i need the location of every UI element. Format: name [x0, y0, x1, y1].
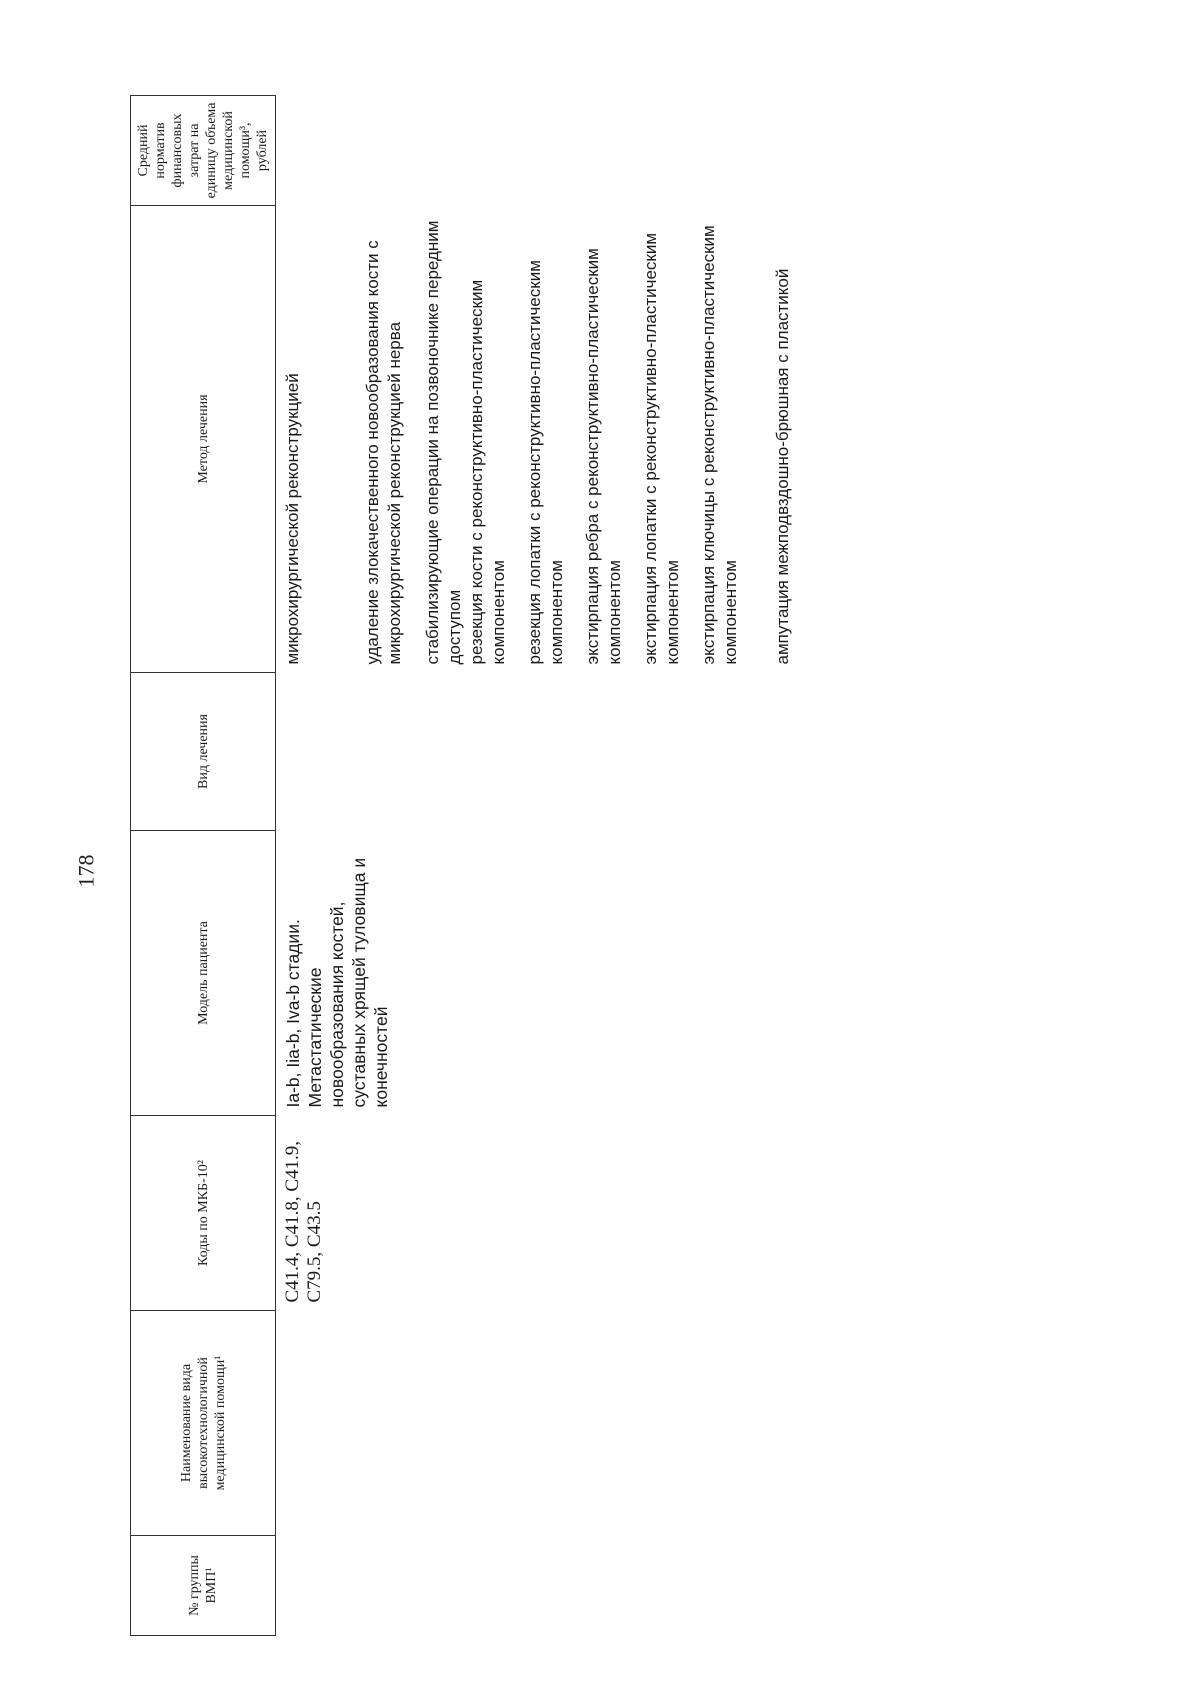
cell-name — [276, 1311, 1200, 1536]
method-item: резекция лопатки с реконструктивно-пластическим компонентом — [525, 260, 566, 665]
header-treatment-method: Метод лечения — [131, 206, 276, 673]
vmp-table — [130, 95, 1200, 1636]
cell-avg-cost — [276, 96, 1200, 206]
method-item: экстирпация ребра с реконструктивно-пластическим компонентом — [583, 248, 624, 665]
method-item: экстирпация лопатки с реконструктивно-пластическим компонентом — [641, 232, 682, 665]
header-name: Наименование вида высокотехнологичной медицинской помощи¹ — [131, 1311, 276, 1536]
method-item: стабилизирующие операции на позвоночнике передним доступом — [423, 220, 464, 665]
page-number: 178 — [73, 854, 99, 888]
method-item: микрохирургической реконструкцией — [283, 373, 302, 665]
method-item: удаление злокачественного новообразования кости с микрохирургической реконструкцией нерва — [363, 240, 404, 665]
method-item: ампутация межподвздошно-брюшная с пластикой — [773, 268, 792, 665]
cell-treatment-kind — [276, 673, 1200, 831]
cell-codes: C41.4, C41.8, C41.9, C79.5, C43.5 — [282, 1140, 325, 1303]
patient-model-text: Ia-b, Iia-b, Iva-b стадии. Метастатические новообразования костей, суставных хрящей туловища и конечностей — [283, 857, 391, 1108]
header-patient-model: Модель пациента — [131, 831, 276, 1116]
header-codes: Коды по МКБ-10² — [131, 1116, 276, 1311]
cell-group-no — [276, 1536, 1200, 1636]
cell-patient-model — [276, 831, 1200, 1116]
method-item: экстирпация ключицы с реконструктивно-пластическим компонентом — [699, 225, 740, 665]
table-header-row — [131, 96, 276, 1636]
header-group-no: № группы ВМП¹ — [131, 1536, 276, 1636]
header-treatment-kind: Вид лечения — [131, 673, 276, 831]
table-row — [276, 96, 1200, 1636]
method-item: резекция кости с реконструктивно-пластическим компонентом — [467, 279, 508, 665]
header-avg-cost: Средний норматив финансовых затрат на единицу объема медицинской помощи³, рублей — [131, 96, 276, 206]
rotated-table-sheet — [130, 96, 1200, 1636]
cell-treatment-method — [276, 206, 1200, 673]
